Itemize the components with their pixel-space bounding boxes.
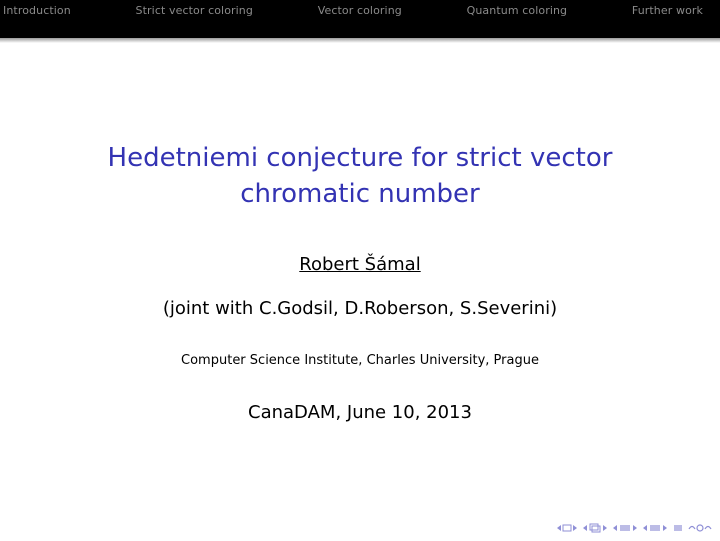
frame-icon [590,524,598,530]
title-line-2: chromatic number [240,179,480,209]
slide-next-icon[interactable] [573,525,577,531]
header-navigation-bar [0,0,720,38]
align-icon[interactable] [672,523,684,533]
nav-strict-vector-coloring[interactable]: Strict vector coloring [135,4,253,17]
section-prev-icon[interactable] [643,525,647,531]
nav-further-work[interactable]: Further work [631,4,703,17]
subsection-next-icon[interactable] [633,525,637,531]
nav-quantum-coloring[interactable]: Quantum coloring [466,4,568,17]
nav-vector-coloring[interactable]: Vector coloring [317,4,402,17]
beamer-navigation-controls [556,523,712,533]
slide-icon [563,525,571,531]
subsection-nav-icon[interactable] [612,523,638,533]
author-name: Robert Šámal [299,254,421,275]
section-nav-icon[interactable] [642,523,668,533]
search-icon[interactable] [688,523,712,533]
frame-prev-icon[interactable] [583,525,587,531]
frame-next-icon[interactable] [603,525,607,531]
slide-title [0,140,720,212]
institute: Computer Science Institute, Charles University, Prague [181,353,539,368]
slide-nav-icon[interactable] [556,523,578,533]
title-line-1: Hedetniemi conjecture for strict vector [107,143,613,173]
author [0,254,720,275]
header-shadow [0,38,720,43]
frame-nav-icon[interactable] [582,523,608,533]
subsection-prev-icon[interactable] [613,525,617,531]
nav-introduction[interactable]: Introduction [3,4,71,17]
section-next-icon[interactable] [663,525,667,531]
slide-prev-icon[interactable] [557,525,561,531]
date: CanaDAM, June 10, 2013 [248,402,472,423]
coauthors: (joint with C.Godsil, D.Roberson, S.Severini) [162,298,558,319]
